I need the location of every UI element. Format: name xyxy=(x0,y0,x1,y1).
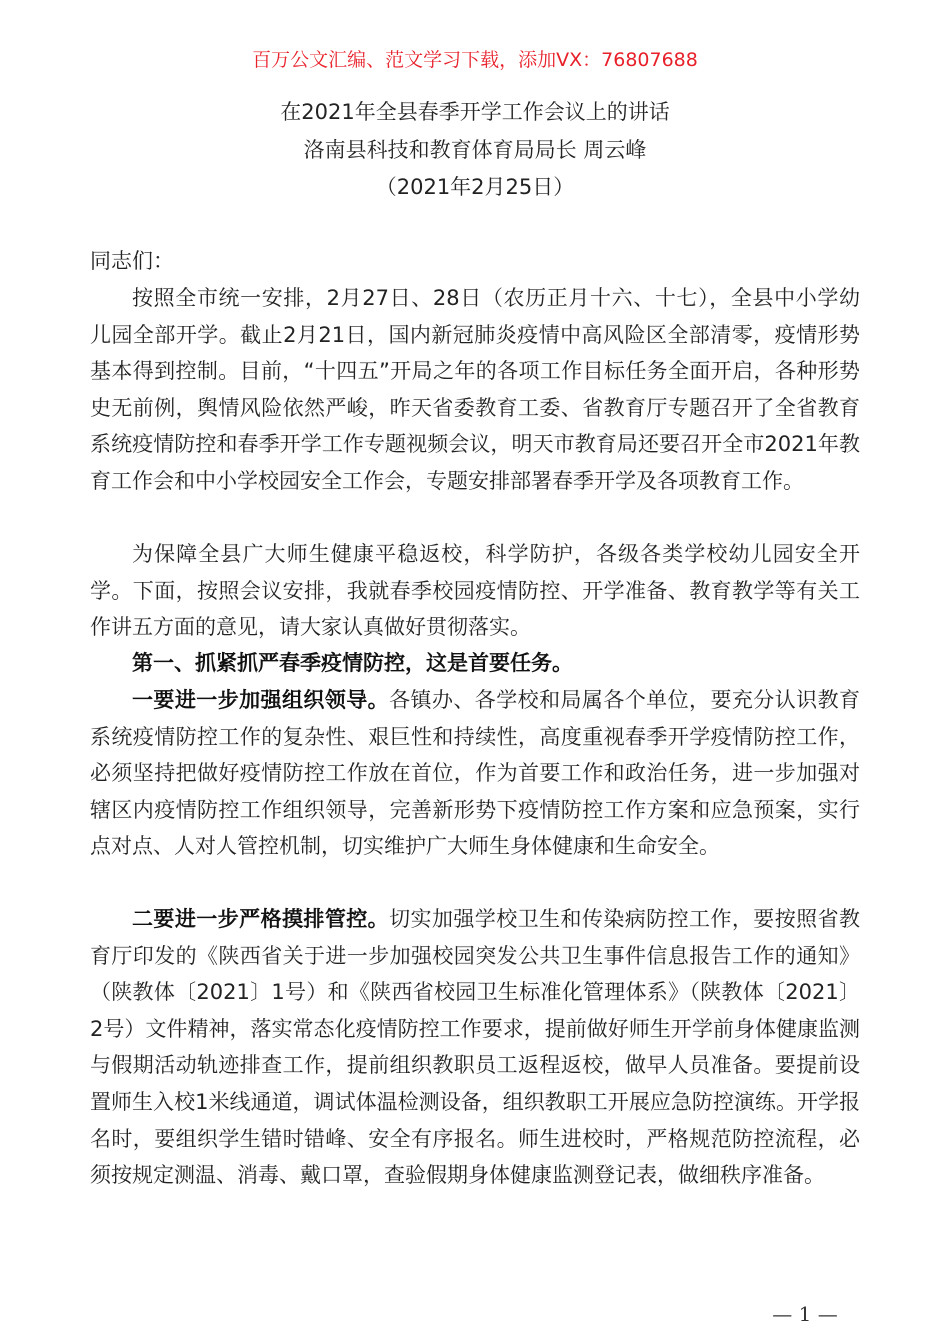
speech-date: （2021年2月25日） xyxy=(375,175,575,199)
section-heading-1: 第一、抓紧抓严春季疫情防控，这是首要任务。 xyxy=(132,651,573,675)
paragraph-purpose: 为保障全县广大师生健康平稳返校，科学防护，各级各类学校幼儿园安全开学。下面，按照会议安排，我就春季校园疫情防控、开学准备、教育教学等有关工作讲五方面的意见，请大家认真做好贯彻落实。 xyxy=(90,542,860,640)
watermark-banner: 百万公文汇编、范文学习下载，添加VX：76807688 xyxy=(252,49,698,71)
point-1-body: 各镇办、各学校和局属各个单位，要充分认识教育系统疫情防控工作的复杂性、艰巨性和持续性，高度重视春季开学疫情防控工作，必须坚持把做好疫情防控工作放在首位，作为首要工作和政治任务，进一步加强对辖区内疫情防控工作组织领导，完善新形势下疫情防控工作方案和应急预案，实行点对点、人对人管控机制，切实维护广大师生身体健康和生命安全。 xyxy=(90,688,861,859)
paragraph-point-1 xyxy=(90,682,860,865)
paragraph-point-2 xyxy=(90,901,860,1194)
speech-author: 洛南县科技和教育体育局局长 周云峰 xyxy=(303,138,647,162)
speech-title: 在2021年全县春季开学工作会议上的讲话 xyxy=(280,100,670,124)
salutation: 同志们： xyxy=(90,249,174,273)
point-1-lead: 一要进一步加强组织领导。 xyxy=(132,688,390,712)
page-number: — 1 — xyxy=(772,1302,838,1326)
point-2-lead: 二要进一步严格摸排管控。 xyxy=(132,907,390,931)
paragraph-opening: 按照全市统一安排，2月27日、28日（农历正月十六、十七），全县中小学幼儿园全部开学。截止2月21日，国内新冠肺炎疫情中高风险区全部清零，疫情形势基本得到控制。目前，“十四五”开局之年的各项工作目标任务全面开启，各种形势史无前例，舆情风险依然严峻，昨天省委教育工委、省教育厅专题召开了全省教育系统疫情防控和春季开学工作专题视频会议，明天市教育局还要召开全市2021年教育工作会和中小学校园安全工作会，专题安排部署春季开学及各项教育工作。 xyxy=(90,286,860,493)
point-2-body: 切实加强学校卫生和传染病防控工作，要按照省教育厅印发的《陕西省关于进一步加强校园突发公共卫生事件信息报告工作的通知》（陕教体〔2021〕1号）和《陕西省校园卫生标准化管理体系》（陕教体〔2021〕2号）文件精神，落实常态化疫情防控工作要求，提前做好师生开学前身体健康监测与假期活动轨迹排查工作，提前组织教职员工返程返校，做早人员准备。要提前设置师生入校1米线通道，调试体温检测设备，组织教职工开展应急防控演练。开学报名时，要组织学生错时错峰、安全有序报名。师生进校时，严格规范防控流程，必须按规定测温、消毒、戴口罩，查验假期身体健康监测登记表，做细秩序准备。 xyxy=(90,907,861,1188)
